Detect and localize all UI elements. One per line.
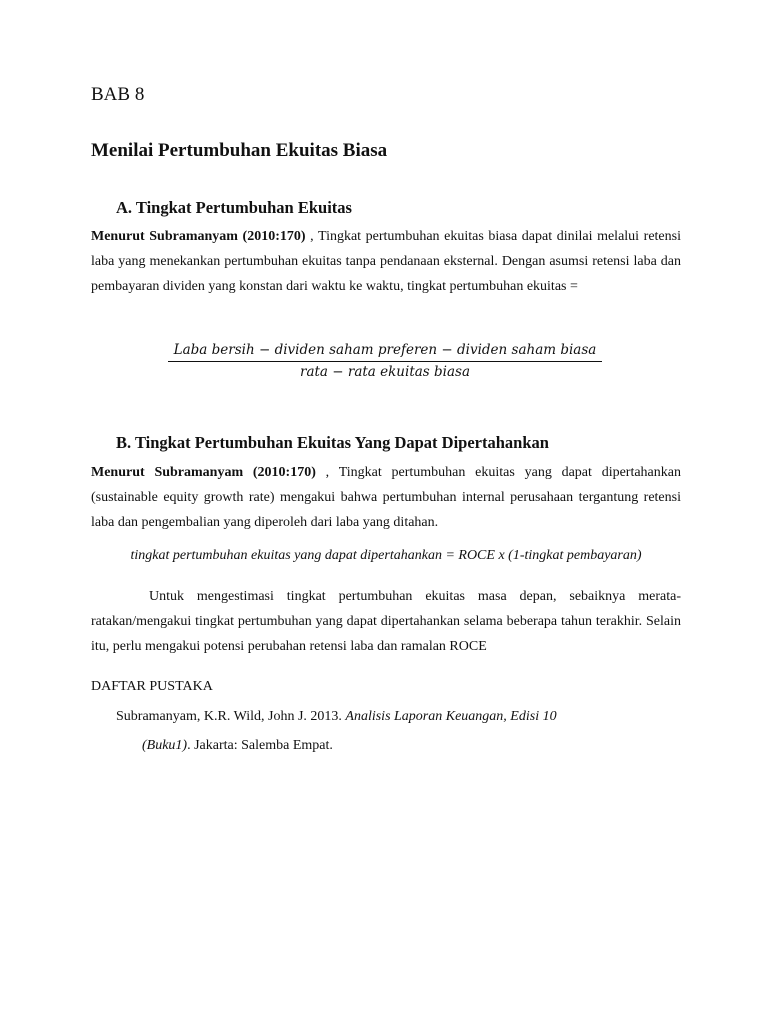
section-b-heading: B. Tingkat Pertumbuhan Ekuitas Yang Dapat Dipertahankan bbox=[116, 433, 549, 452]
section-a-citation: Menurut Subramanyam (2010:170) bbox=[91, 229, 306, 244]
reference-publisher: . Jakarta: Salemba Empat. bbox=[187, 738, 333, 753]
page-title: Menilai Pertumbuhan Ekuitas Biasa bbox=[91, 140, 388, 161]
reference-line-1 bbox=[116, 709, 557, 725]
reference-book-part: (Buku1) bbox=[142, 738, 188, 753]
estimation-paragraph: Untuk mengestimasi tingkat pertumbuhan ekuitas masa depan, sebaiknya merata-ratakan/mengakui tingkat pertumbuhan yang dapat dipertahankan selama beberapa tahun terakhir. Selain itu, perlu mengakui potensi perubahan retensi laba dan ramalan ROCE bbox=[91, 589, 681, 654]
formula-denominator: rata − rata ekuitas biasa bbox=[300, 364, 470, 380]
section-b-paragraph bbox=[91, 460, 681, 535]
section-a-heading: A. Tingkat Pertumbuhan Ekuitas bbox=[116, 198, 352, 217]
chapter-label: BAB 8 bbox=[91, 84, 145, 105]
section-a-body: , Tingkat pertumbuhan ekuitas biasa dapat dinilai melalui retensi laba yang menekankan pertumbuhan ekuitas tanpa pendanaan eksternal. Dengan asumsi retensi laba dan pembayaran dividen yang konstan dari waktu ke waktu, tingkat pertumbuhan ekuitas = bbox=[91, 229, 681, 294]
formula-numerator: Laba bersih − dividen saham preferen − dividen saham biasa bbox=[168, 342, 602, 362]
sustainable-growth-formula: tingkat pertumbuhan ekuitas yang dapat dipertahankan = ROCE x (1-tingkat pembayaran) bbox=[130, 548, 642, 563]
section-b-body: , Tingkat pertumbuhan ekuitas yang dapat dipertahankan (sustainable equity growth rate) mengakui bahwa pertumbuhan internal perusahaan tergantung retensi laba dan pengembalian yang diperoleh dari laba yang ditahan. bbox=[91, 465, 681, 530]
reference-book-title: Analisis Laporan Keuangan, Edisi 10 bbox=[345, 709, 557, 724]
section-a-paragraph bbox=[91, 224, 681, 299]
section-b-citation: Menurut Subramanyam (2010:170) bbox=[91, 465, 316, 480]
reference-authors: Subramanyam, K.R. Wild, John J. 2013. bbox=[116, 709, 346, 724]
reference-line-2 bbox=[142, 738, 333, 754]
bibliography-heading: DAFTAR PUSTAKA bbox=[91, 679, 213, 694]
growth-formula bbox=[168, 342, 602, 380]
